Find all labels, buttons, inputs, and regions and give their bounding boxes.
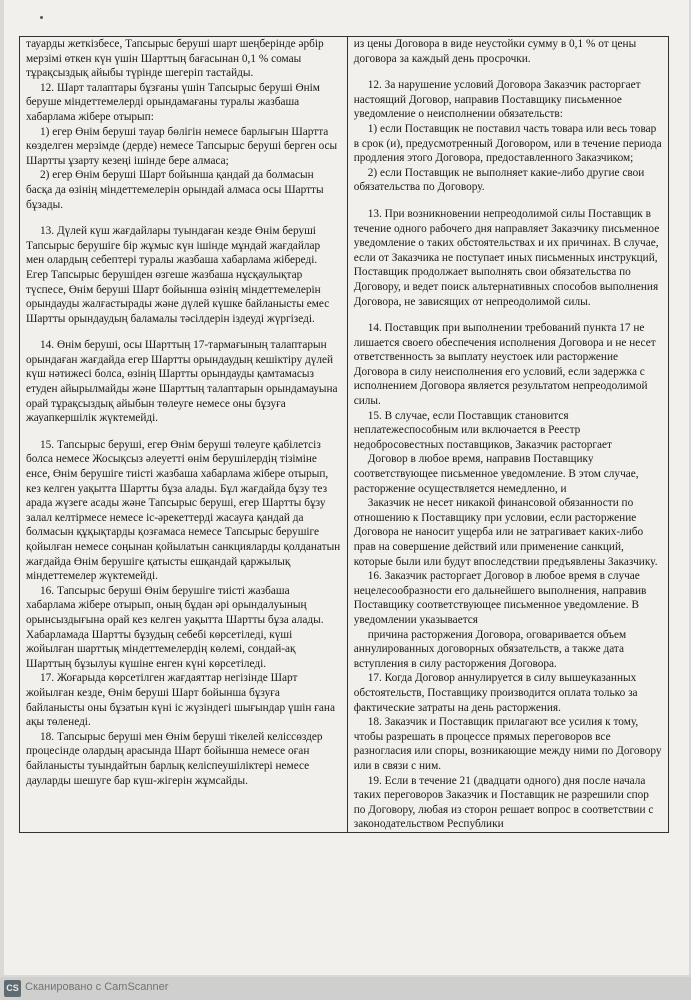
paragraph: 18. Тапсырыс беруші мен Өнім беруші тікелей келіссөздер процесінде олардың арасында Шарт бойынша немесе оған байланысты туындайтын барлық келіспеушіліктері немесе дауларды шешуге бар күш-жігерін жұмсайды.: [26, 730, 323, 787]
paragraph: 12. Шарт талаптары бұзғаны үшін Тапсырыс беруші Өнім беруше міндеттемелерді орындамағаны туралы жазбаша хабарлама жібере отырып:: [26, 81, 320, 123]
paragraph: 13. Дүлей күш жағдайлары туындаған кезде Өнім беруші Тапсырыс берушіге бір жұмыс күн ішінде мұндай жағдайлар мен олардың себептері туралы жазбаша хабарлама жібереді. Егер Тапсырыс берушіден өзгеше жазбаша нұсқаулықтар түспесе, Өнім беруші Шарт бойынша өзінің міндеттемелерін орындауды жалғастырады және дүлей күшке байланысты емес Шартты орындаудың баламалы тәсілдерін іздеуді жүргізеді.: [26, 225, 330, 325]
paragraph: 18. Заказчик и Поставщик прилагают все усилия к тому, чтобы разрешать в процессе прямых переговоров все разногласия или споры, возникающие между ними по Договору или в связи с ним.: [353, 716, 662, 772]
paragraph: 1) егер Өнім беруші тауар бөлігін немесе барлығын Шартта көзделген мерзімде (дерде) немесе Тапсырыс беруші берген осы Шартты ұзарту кезеңі ішінде бере алмаса;: [26, 125, 338, 167]
contract-table: [19, 36, 669, 833]
paragraph: 15. В случае, если Поставщик становится неплатежеспособным или включается в Реестр недобросовестных поставщиков, Заказчик расторгает: [353, 409, 612, 451]
paragraph: 13. При возникновении непреодолимой силы Поставщик в течение одного рабочего дня направляет Заказчику письменное уведомление о таких обстоятельствах и их причинах. В случае, если от Заказчика не поступает иных письменных инструкций, Поставщик продолжает выполнять свои обязательства по Договору, и ведет поиск альтернативных способов выполнения Договора, не зависящих от непреодолимой силы.: [353, 207, 660, 308]
scanned-page: [4, 0, 689, 975]
paragraph: 17. Жоғарыда көрсетілген жағдаяттар негізінде Шарт жойылған кезде, Өнім беруші Шарт бойынша бұзуға байланысты оны бұзатын күні іс жүзіндегі шығындар үшін ғана ақы төленеді.: [26, 672, 335, 729]
camscanner-logo-icon: CS: [4, 980, 21, 997]
paragraph: 14. Поставщик при выполнении требований пункта 17 не лишается своего обеспечения исполнения Договора и не несет ответственность за выплату неустоек или расторжение Договора в силу неисполнения его условий, если задержка с исполнением Договора является результатом непреодолимой силы.: [353, 322, 656, 408]
kazakh-column: [20, 37, 348, 833]
paragraph: из цены Договора в виде неустойки сумму в 0,1 % от цены договора за каждый день просрочки.: [353, 38, 637, 65]
paragraph: 16. Заказчик расторгает Договор в любое время в случае нецелесообразности его дальнейшего выполнения, направив Поставщику соответствующее письменное уведомление. В уведомлении указывается: [353, 570, 647, 626]
paragraph: 16. Тапсырыс беруші Өнім берушіге тиісті жазбаша хабарлама жібере отырып, оның бұдан әрі орындалуының орынсыздығына орай кез келген уақытта Шартты бұза алады. Хабарламада Шартты бұзудың себебі көрсетіледі, күші жойылған шарттық міндеттемелердің көлемі, сондай-ақ Шарттың бұзылуы күшіне енген күні көрсетіледі.: [26, 584, 324, 670]
scan-speck: [40, 16, 43, 19]
paragraph: 2) если Поставщик не выполняет какие-либо другие свои обязательства по Договору.: [353, 166, 645, 194]
paragraph: 1) если Поставщик не поставил часть товара или весь товар в срок (и), предусмотренный Договором, или в течение периода продления этого Договора, предоставленного Заказчиком;: [353, 122, 662, 165]
paragraph: Заказчик не несет никакой финансовой обязанности по отношению к Поставщику при условии, если расторжение Договора не наносит ущерба или не затрагивает каких-либо прав на совершение действий или применение санкций, которые были или будут впоследствии предъявлены Заказчику.: [353, 497, 658, 568]
paragraph: 17. Когда Договор аннулируется в силу вышеуказанных обстоятельств, Поставщику производится оплата только за фактические затраты на день расторжения.: [353, 672, 638, 714]
paragraph: Договор в любое время, направив Поставщику соответствующее письменное уведомление. В этом случае, расторжение осуществляется немедленно, и: [353, 453, 639, 495]
paragraph: 14. Өнім беруші, осы Шарттың 17-тармағының талаптарын орындаған жағдайда егер Шартты орындаудың кешіктіру дүлей күш нәтижесі болса, өзінің Шартты орындауды қамтамасыз етуден айырылмайды және Шарттың талаптарын орындамауына орай тұрақсыздық айыбын төлеуге немесе оны бұзуға жауапкершілік жүктемейді.: [26, 339, 338, 425]
russian-column: [347, 37, 668, 833]
paragraph: 12. За нарушение условий Договора Заказчик расторгает настоящий Договор, направив Поставщику письменное уведомление о неисполнении обязательств:: [353, 79, 641, 121]
paragraph: тауарды жеткізбесе, Тапсырыс беруші шарт шеңберінде әрбір мерзімі өткен күн үшін Шарттың бағасынан 0,1 % сомаы тұрақсыздық айыбы түрінде шегеріп тастайды.: [26, 38, 324, 80]
paragraph: причина расторжения Договора, оговаривается объем аннулированных договорных обязательств, а также дата вступления в силу расторжения Договора.: [353, 628, 627, 670]
paragraph: 2) егер Өнім беруші Шарт бойынша қандай да болмасын басқа да өзінің міндеттемелерін орындай алмаса осы Шартты бұзады.: [26, 169, 324, 211]
camscanner-watermark-text: Сканировано с CamScanner: [25, 981, 169, 993]
camscanner-footer: [0, 977, 691, 1000]
paragraph: 19. Если в течение 21 (двадцати одного) дня после начала таких переговоров Заказчик и Поставщик не разрешили спор по Договору, любая из сторон решает вопрос в соответствии с законодательством Республики: [353, 774, 654, 831]
paragraph: 15. Тапсырыс беруші, егер Өнім беруші төлеуге қабілетсіз болса немесе Жосықсыз әлеуетті өнім берушілердің тізіміне енсе, Өнім берушіге тиісті жазбаша хабарлама жібере отырып, кез келген уақытта Шартты бұза алады. Бұл жағдайда бұзу тез арада жүзеге асады және Тапсырыс беруші, егер Шартты бұзу залал келтірмесе немесе іс-әрекеттерді жасауға қандай да болмасын құқықтарды қозғамаса немесе Тапсырыс берушіге қойылған немесе соңынан қойылатын санкцияларды қолданатын жағдайда Өнім берушіге қатысты ешқандай қаржылық міндеттемелер жүктемейді.: [26, 438, 341, 583]
